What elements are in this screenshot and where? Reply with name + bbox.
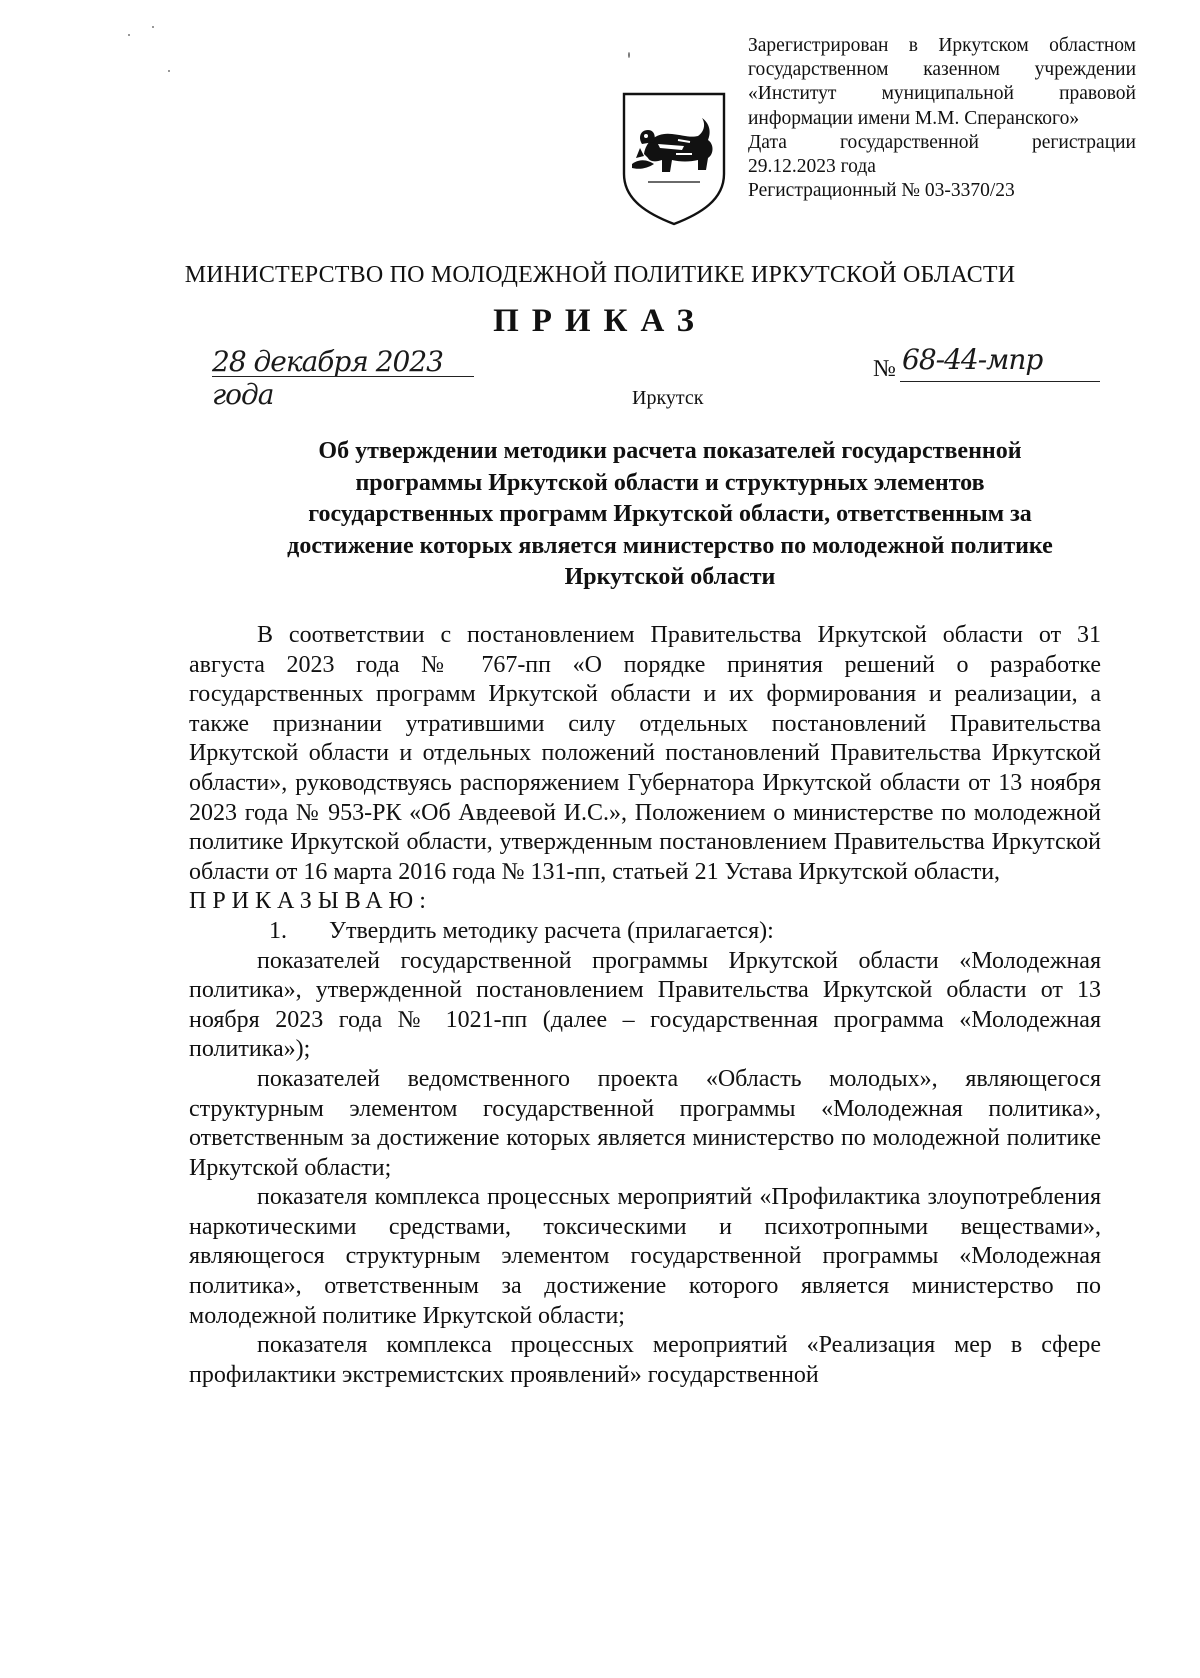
scan-speck — [152, 26, 154, 28]
registration-line: Дата государственной регистрации — [748, 131, 1136, 153]
handwritten-number: 68-44-мпр — [902, 343, 1043, 376]
registration-date: 29.12.2023 года — [748, 156, 876, 178]
ministry-name: МИНИСТЕРСТВО ПО МОЛОДЕЖНОЙ ПОЛИТИКЕ ИРКУТСКОЙ ОБЛАСТИ — [184, 262, 1016, 288]
preamble-paragraph: В соответствии с постановлением Правительства Иркутской области от 31 августа 2023 года № 767-пп «О порядке принятия решений о разработке государственных программ Иркутской области и их формирования и реализации, а также признании утратившими силу отдельных постановлений Правительства Иркутской области и отдельных положений постановлений Правительства Иркутской области», руководствуясь распоряжением Губернатора Иркутской области от 13 ноября 2023 года № 953-РК «Об Авдеевой И.С.», Положением о министерстве по молодежной политике Иркутской области, утвержденным постановлением Правительства Иркутской области от 16 марта 2016 года № 131-пп, статьей 21 Устава Иркутской области, — [189, 622, 1101, 885]
sub-item-paragraph: показателей государственной программы Иркутской области «Молодежная политика», утвержденной постановлением Правительства Иркутской области от 13 ноября 2023 года № 1021-пп (далее – государственная программа «Молодежная политика»); — [189, 947, 1101, 1063]
irkutsk-coat-of-arms-icon — [618, 88, 730, 228]
subject-line: программы Иркутской области и структурных элементов — [355, 469, 985, 496]
date-underline — [212, 376, 474, 377]
registration-line: Зарегистрирован в Иркутском областном — [748, 35, 1136, 56]
order-word: ПРИКАЗЫВАЮ: — [189, 888, 432, 915]
sub-item-paragraph: показателя комплекса процессных мероприятий «Реализация мер в сфере профилактики экстремистских проявлений» государственной — [189, 1332, 1101, 1388]
subject-line: достижение которых является министерство по молодежной политике — [287, 532, 1053, 559]
order-item-text: Утвердить методику расчета (прилагается): — [329, 917, 774, 944]
sub-item-paragraph: показателя комплекса процессных мероприятий «Профилактика злоупотребления наркотическими средствами, токсическими и психотропными веществами», являющегося структурным элементом государственной программы «Молодежная политика», ответственным за достижение которого является министерство по молодежной политике Иркутской области; — [189, 1184, 1101, 1329]
order-item — [189, 917, 1101, 947]
document-body — [189, 621, 1101, 1390]
subject-line: государственных программ Иркутской области, ответственным за — [308, 501, 1032, 527]
scan-speck — [168, 70, 170, 72]
subject-line: Об утверждении методики расчета показателей государственной — [318, 438, 1022, 464]
handwritten-date-text: 28 декабря 2023 года — [212, 345, 443, 411]
number-underline — [900, 381, 1100, 382]
subject-line: Иркутской области — [564, 564, 776, 590]
document-subject — [190, 436, 1150, 594]
scan-speck — [628, 52, 630, 58]
document-type: ПРИКАЗ — [493, 303, 707, 339]
scan-speck — [128, 34, 130, 36]
sub-item-paragraph: показателей ведомственного проекта «Область молодых», являющегося структурным элементом государственной программы «Молодежная политика», ответственным за достижение которых является министерство по молодежной политике Иркутской области; — [189, 1065, 1101, 1181]
registration-stamp — [748, 34, 1136, 203]
registration-line: «Институт муниципальной правовой — [748, 83, 1136, 105]
registration-number: Регистрационный № 03-3370/23 — [748, 180, 1015, 202]
registration-line: информации имени М.М. Сперанского» — [748, 107, 1080, 129]
order-item-number: 1. — [269, 917, 287, 944]
city: Иркутск — [632, 387, 704, 409]
registration-line: государственном казенном учреждении — [748, 59, 1136, 81]
handwritten-date — [212, 345, 482, 411]
number-sign: № — [873, 356, 896, 382]
